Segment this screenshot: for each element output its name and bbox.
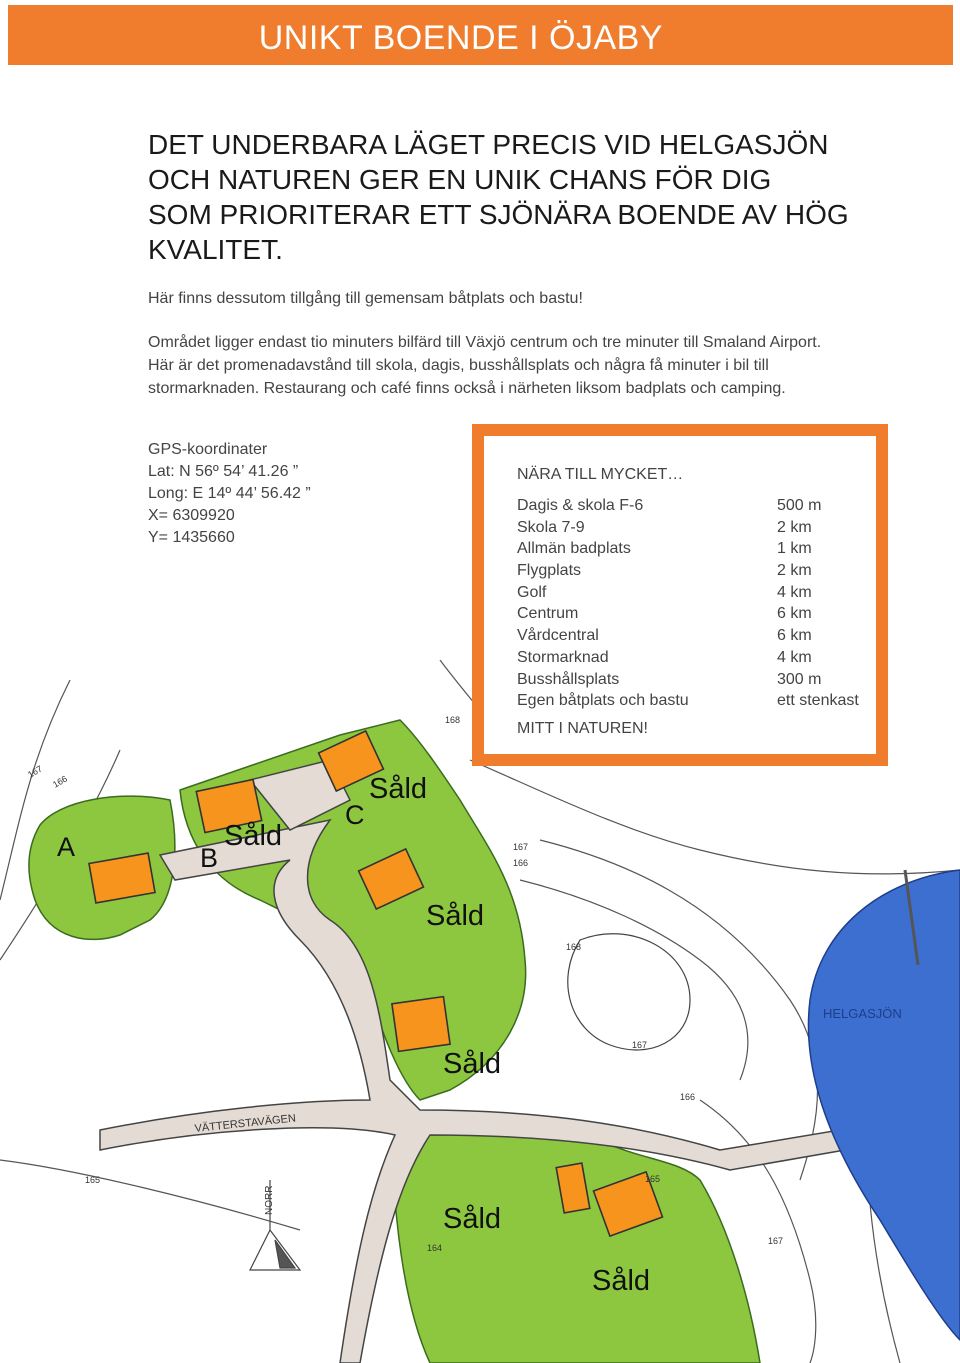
lot-label-b: B: [200, 843, 219, 873]
list-item: [517, 647, 897, 669]
place-name: Egen båtplats och bastu: [517, 692, 689, 710]
nearby-list: [517, 495, 897, 712]
place-name: Skola 7-9: [517, 518, 585, 536]
contour-label: 165: [645, 1174, 661, 1184]
distance: 1 km: [777, 540, 812, 558]
road-name-label: VÄTTERSTAVÄGEN: [194, 1112, 297, 1135]
list-item: [517, 690, 897, 712]
distance: 300 m: [777, 670, 822, 688]
place-name: Flygplats: [517, 562, 582, 580]
gps-lat: Lat: N 56º 54’ 41.26 ”: [148, 463, 299, 480]
headline-line: KVALITET.: [148, 234, 283, 265]
nearby-heading: NÄRA TILL MYCKET…: [517, 466, 684, 483]
list-item: [517, 625, 897, 647]
contour-label: 167: [513, 842, 529, 852]
sold-label: Såld: [443, 1048, 502, 1080]
list-item: [517, 582, 897, 604]
list-item: [517, 669, 897, 691]
place-name: Centrum: [517, 605, 579, 623]
list-item: [517, 538, 897, 560]
distance: 2 km: [777, 562, 812, 580]
gps-x: X= 6309920: [148, 507, 235, 524]
distance: 500 m: [777, 497, 822, 514]
gps-heading: GPS-koordinater: [148, 441, 268, 458]
headline-line: OCH NATUREN GER EN UNIK CHANS FÖR DIG: [148, 164, 772, 195]
distance: 4 km: [777, 648, 812, 666]
place-name: Dagis & skola F-6: [517, 497, 644, 514]
place-name: Golf: [517, 583, 547, 601]
distance: ett stenkast: [777, 692, 859, 710]
lake: [808, 870, 960, 1340]
contour-label: 167: [768, 1236, 784, 1246]
description-paragraph: Området ligger endast tio minuters bilfärd till Växjö centrum och tre minuter till Smaland Airport. Här är det promenadavstånd till skola, dagis, busshållsplats och några få minuter i bil till stormarknaden. Restaurang och café finns också i närheten liksom badplats och camping.: [148, 334, 822, 397]
list-item: [517, 603, 897, 625]
contour-label: 167: [26, 763, 45, 780]
headline-line: SOM PRIORITERAR ETT SJÖNÄRA BOENDE AV HÖG: [148, 199, 849, 230]
gps-long: Long: E 14º 44’ 56.42 ”: [148, 485, 311, 502]
headline: [148, 127, 848, 267]
sold-label: Såld: [224, 820, 283, 852]
nearby-footer: MITT I NATUREN!: [517, 720, 648, 737]
contour-label: 168: [566, 942, 582, 952]
contour-label: 166: [513, 858, 529, 868]
contour-label: 166: [51, 773, 70, 790]
distance: 2 km: [777, 518, 812, 536]
contour-label: 167: [632, 1040, 648, 1050]
contour-label: 166: [680, 1092, 696, 1102]
sold-label: Såld: [369, 773, 428, 805]
header-banner: [8, 5, 953, 65]
list-item: [517, 517, 897, 539]
list-item: [517, 495, 897, 517]
place-name: Stormarknad: [517, 648, 609, 666]
page-title: UNIKT BOENDE I ÖJABY: [258, 19, 663, 57]
nearby-box: [472, 424, 888, 766]
lot-label-a: A: [57, 832, 76, 862]
north-label: NORR: [264, 1185, 275, 1215]
lake-name-label: HELGASJÖN: [823, 1006, 902, 1021]
place-name: Allmän badplats: [517, 540, 631, 558]
clearing-area: [568, 934, 690, 1050]
place-name: Busshållsplats: [517, 670, 620, 688]
contour-label: 164: [427, 1243, 443, 1253]
contour-label: 165: [85, 1175, 101, 1185]
sold-label: Såld: [426, 900, 485, 932]
list-item: [517, 560, 897, 582]
distance: 6 km: [777, 627, 812, 645]
contour-label: 168: [445, 715, 461, 725]
sold-label: Såld: [443, 1203, 502, 1235]
place-name: Vårdcentral: [517, 627, 599, 645]
gps-y: Y= 1435660: [148, 529, 235, 546]
distance: 6 km: [777, 605, 812, 623]
distance: 4 km: [777, 583, 812, 601]
sold-label: Såld: [592, 1265, 651, 1297]
gps-coordinates: [148, 439, 311, 549]
headline-line: DET UNDERBARA LÄGET PRECIS VID HELGASJÖN: [148, 129, 829, 160]
intro-paragraph: Här finns dessutom tillgång till gemensam båtplats och bastu!: [148, 290, 583, 307]
lot-label-c: C: [345, 800, 365, 830]
north-arrow: [250, 1180, 300, 1270]
